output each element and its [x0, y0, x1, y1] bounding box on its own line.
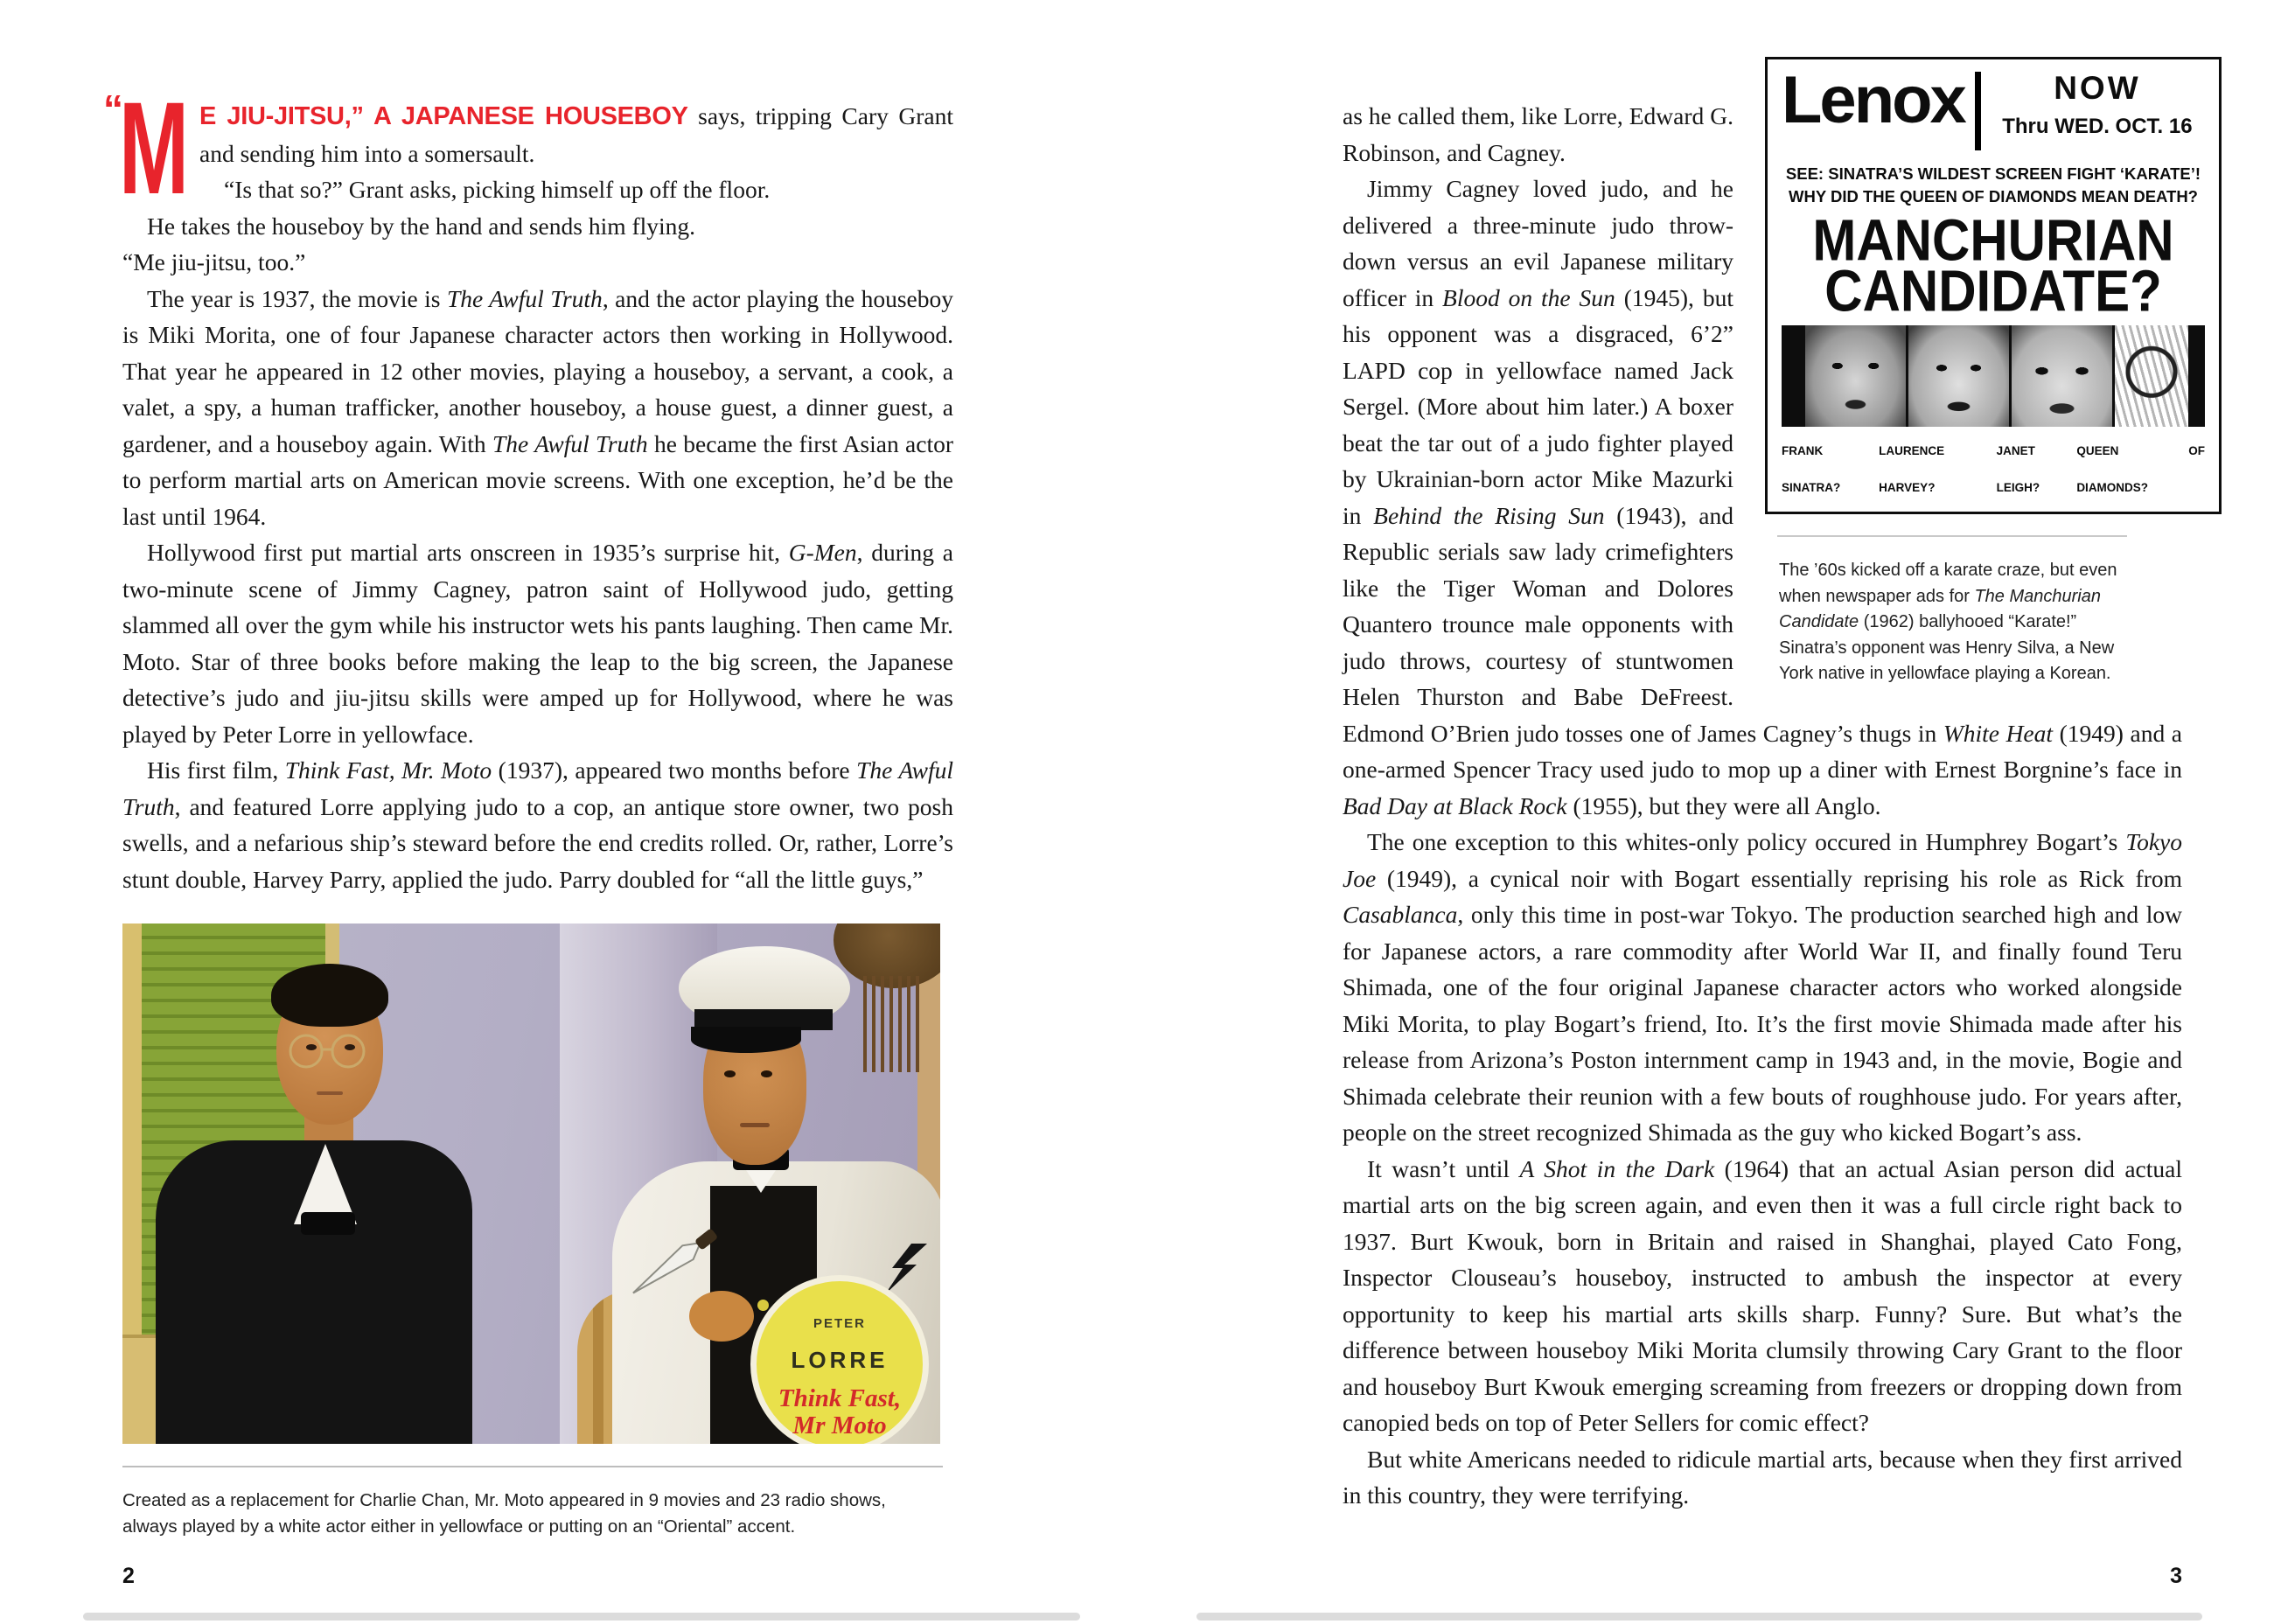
- paragraph: “Is that so?” Grant asks, picking himself up off the floor.: [224, 176, 771, 203]
- face-photo-harvey: [1908, 325, 2009, 427]
- ad-photo-strip: [1782, 325, 2205, 427]
- paragraph: He takes the houseboy by the hand and sends him flying.: [147, 212, 696, 240]
- ad-now: NOW: [2054, 70, 2141, 106]
- drop-cap-letter: M: [119, 74, 189, 221]
- page-edge-shadow: [83, 1613, 1080, 1621]
- paragraph: But white Americans needed to ridicule martial arts, because when they first arrived in this country, they were terrifying.: [1343, 1445, 2182, 1509]
- round-glasses-icon: [282, 1030, 387, 1074]
- paragraph: It wasn’t until A Shot in the Dark (1964) that an actual Asian person did actual martial arts on the big screen again, and even then it was a full circle right back to 1937. Burt Kwouk, born in Britain and raised in Shanghai, played Cato Fong, Inspector Clouseau’s houseboy, instructed to ambush the inspector at every opportunity to keep his martial arts skills sharp. Funny? Sure. But what’s the difference between houseboy Miki Morita clumsily throwing Cary Grant to the floor and houseboy Burt Kwouk emerging screaming from freezers or dropping down from canopied beds on top of Peter Sellers for comic effect?: [1343, 1154, 2182, 1436]
- page-number: 3: [2170, 1564, 2182, 1588]
- left-body-paragraphs: [122, 171, 953, 897]
- paragraph: “Me jiu-jitsu, too.”: [122, 248, 306, 275]
- face-photo-leigh: [2012, 325, 2112, 427]
- opening-paragraph-text: says, tripping Cary Grant and sending him into a somersault.: [199, 102, 953, 167]
- right-page-text: [1343, 63, 2205, 1514]
- ad-dates: Thru WED. OCT. 16: [2002, 114, 2193, 138]
- ad-theater-name: Lenox: [1782, 63, 1964, 137]
- paragraph: The one exception to this whites-only policy occured in Humphrey Bogart’s Tokyo Joe (1949), a cynical noir with Bogart essentially reprising his role as Rick from Casablanca, only this time in post-war Tokyo. The production searched high and low for Japanese actors, a rare commodity after World War II, and finally found Teru Shimada, one of the four original Japanese character actors who worked alongside Miki Morita, to play Bogart’s friend, Ito. It’s the first movie Shimada made after his release from Arizona’s Poston internment camp in 1943 and, in the movie, Bogie and Shimada celebrate their reunion with a few bouts of roughhouse judo. For years after, people on the street recognized Shimada as the guy who kicked Bogart’s ass.: [1343, 828, 2182, 1146]
- lobby-card-badge: [750, 1275, 929, 1444]
- badge-film-title: Think Fast, Mr Moto: [778, 1384, 902, 1439]
- drop-cap: [103, 74, 189, 221]
- opening-headline: E JIU-JITSU,” A JAPANESE HOUSEBOY: [199, 102, 688, 130]
- paragraph: as he called them, like Lorre, Edward G. Robinson, and Cagney.: [1343, 102, 1733, 166]
- badge-actor-first-name: PETER: [813, 1316, 866, 1331]
- image-caption: Created as a replacement for Charlie Chan, Mr. Moto appeared in 9 movies and 23 radio shows, always played by a white actor either in yellowface or putting on an “Oriental” accent.: [122, 1490, 886, 1537]
- badge-actor-last-name: LORRE: [791, 1346, 889, 1373]
- queen-card-photo: [2115, 325, 2188, 427]
- page-right: [1137, 0, 2274, 1624]
- paragraph: Hollywood first put martial arts onscreen in 1935’s surprise hit, G-Men, during a two-minute scene of Jimmy Cagney, patron saint of Hollywood judo, getting slammed all over the gym while his instructor wets his pants laughing. Then came Mr. Moto. Star of three books before making the leap to the big screen, the Japanese detective’s judo and jiu-jitsu skills were amped up for Hollywood, where he was played by Peter Lorre in yellowface.: [122, 539, 953, 748]
- ad-header: [1782, 63, 2205, 159]
- hand: [689, 1291, 754, 1342]
- moto-hair: [271, 964, 388, 1027]
- caption-divider: [1777, 535, 2127, 537]
- bow-tie: [301, 1212, 355, 1235]
- ad-divider-bar: [1975, 72, 1981, 150]
- ad-face-labels: FRANK SINATRA? LAURENCE HARVEY? JANET LEIGH? QUEEN OF DIAMONDS?: [1782, 444, 2205, 494]
- ad-title: MANCHURIAN CANDIDATE?: [1812, 206, 2174, 324]
- opening-quote-mark: “: [103, 87, 123, 132]
- ad-tagline: SEE: SINATRA’S WILDEST SCREEN FIGHT ‘KARATE’! WHY DID THE QUEEN OF DIAMONDS MEAN DEATH?: [1785, 164, 2201, 206]
- paragraph: Jimmy Cagney loved judo, and he delivered a three-minute judo throw-down versus an evil Japanese military officer in Blood on the Sun (1945), but his opponent was a disgraced, 6’2” LAPD cop in yellowface named Jack Sergel. (More about him later.) A boxer beat the tar out of a judo fighter played by Ukrainian-born actor Mike Mazurki in Behind the Rising Sun (1943), and Republic serials saw lady crimefighters like the Tiger Woman and Dolores Quantero trounce male opponents with judo throws, courtesy of stuntwomen Helen Thurston and Babe DeFreest. Edmond O’Brien judo tosses one of James Cagney’s thugs in White Heat (1949) and a one-armed Spencer Tracy used judo to mop up a diner with Ernest Borgnine’s face in Bad Day at Black Rock (1955), but they were all Anglo.: [1343, 175, 2182, 819]
- left-page-text: [103, 74, 954, 1540]
- lamp-tassels: [863, 976, 924, 1072]
- caption-divider: [122, 1466, 943, 1467]
- newspaper-ad: [1765, 57, 2222, 514]
- ad-caption: The ’60s kicked off a karate craze, but even when newspaper ads for The Manchurian Candidate (1962) ballyhooed “Karate!” Sinatra’s opponent was Henry Silva, a New York native in yellowface playing a Korean.: [1779, 561, 2117, 683]
- page-edge-shadow: [1196, 1613, 2202, 1621]
- paragraph: The year is 1937, the movie is The Awful Truth, and the actor playing the houseboy is Miki Morita, one of four Japanese character actors then working in Hollywood. That year he appeared in 12 other movies, playing a houseboy, a servant, a cook, a valet, a spy, a human trafficker, another houseboy, a house guest, a dinner guest, a gardener, and a houseboy again. With The Awful Truth he became the first Asian actor to perform martial arts on American movie screens. With one exception, he’d be the last until 1964.: [122, 284, 954, 530]
- movie-still-think-fast-mr-moto: [122, 924, 940, 1444]
- page-number: 2: [122, 1564, 135, 1588]
- face-photo-sinatra: [1805, 325, 1906, 427]
- newspaper-ad-block: [1765, 57, 2222, 687]
- paragraph: His first film, Think Fast, Mr. Moto (1937), appeared two months before The Awful Truth, and featured Lorre applying judo to a cop, an antique store owner, two posh swells, and a nefarious ship’s steward before the end credits rolled. Or, rather, Lorre’s stunt double, Harvey Parry, applied the judo. Parry doubled for “all the little guys,”: [122, 756, 953, 893]
